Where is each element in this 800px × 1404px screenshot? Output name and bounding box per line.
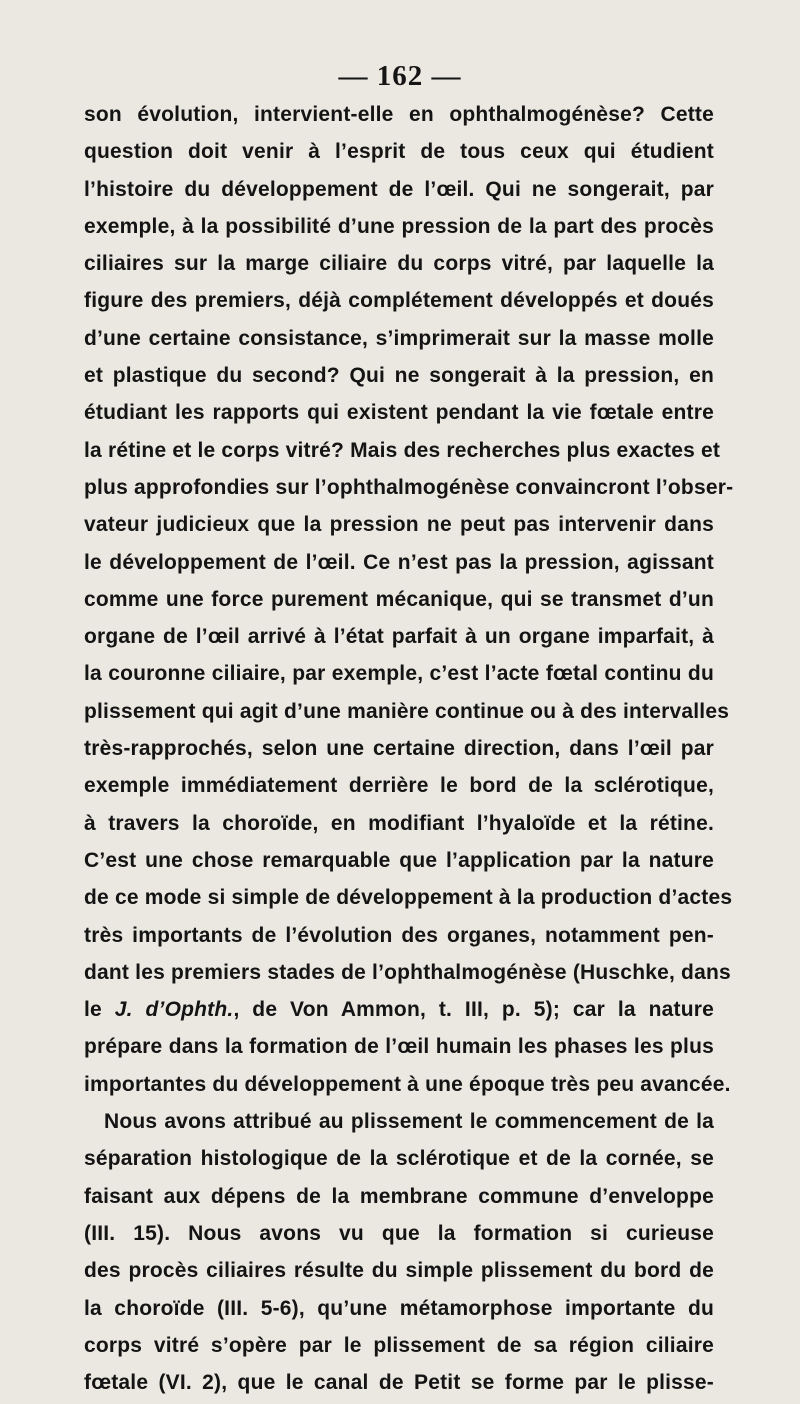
text-line [84, 730, 714, 767]
text-line [84, 1140, 714, 1177]
body-text [84, 96, 734, 1401]
text-segment: séparation histologique de la sclérotique et de la cornée, se [84, 1147, 714, 1171]
text-line [84, 655, 714, 692]
text-segment: étudiant les rapports qui existent pendant la vie fœtale entre [84, 401, 714, 425]
text-line [84, 767, 714, 804]
text-segment: ciliaires sur la marge ciliaire du corps vitré, par laquelle la [84, 252, 714, 276]
text-line [84, 133, 714, 170]
text-segment: l’histoire du développement de l’œil. Qui ne songerait, par [84, 177, 714, 201]
text-segment: question doit venir à l’esprit de tous ceux qui étudient [84, 140, 714, 164]
text-line [84, 282, 714, 319]
text-line [84, 1290, 714, 1327]
text-segment: la choroïde (III. 5-6), qu’une métamorphose importante du [84, 1296, 714, 1320]
text-segment: des procès ciliaires résulte du simple plissement du bord de [84, 1259, 714, 1283]
text-segment: vateur judicieux que la pression ne peut pas intervenir dans [84, 513, 714, 537]
text-segment: exemple, à la possibilité d’une pression de la part des procès [84, 214, 714, 238]
text-segment: comme une force purement mécanique, qui se transmet d’un [84, 587, 714, 611]
text-segment: (III. 15). Nous avons vu que la formation si curieuse [84, 1221, 714, 1245]
text-line [84, 506, 714, 543]
text-segment: dant les premiers stades de l’ophthalmogénèse (Huschke, dans [84, 960, 731, 984]
text-line [84, 208, 714, 245]
text-segment: la rétine et le corps vitré? Mais des recherches plus exactes et [84, 438, 721, 462]
text-line [84, 618, 714, 655]
italic-citation: J. d’Ophth. [114, 998, 234, 1022]
text-segment: très importants de l’évolution des organes, notamment pen- [84, 923, 714, 947]
text-line [84, 1103, 714, 1140]
text-line [84, 469, 734, 506]
text-segment: Nous avons attribué au plissement le commencement de la [104, 1110, 714, 1134]
text-line [84, 954, 731, 991]
text-line [84, 320, 714, 357]
text-line [84, 842, 714, 879]
text-segment: fœtale (VI. 2), que le canal de Petit se forme par le plisse- [84, 1371, 714, 1395]
text-line [84, 1215, 714, 1252]
text-segment: exemple immédiatement derrière le bord de la sclérotique, [84, 774, 714, 798]
text-line [84, 1028, 714, 1065]
text-line [84, 1066, 731, 1103]
text-segment: la couronne ciliaire, par exemple, c’est l’acte fœtal continu du [84, 662, 714, 686]
text-line [84, 991, 714, 1028]
text-segment: C’est une chose remarquable que l’application par la nature [84, 848, 714, 872]
text-segment: prépare dans la formation de l’œil humain les phases les plus [84, 1035, 714, 1059]
text-line [84, 1252, 714, 1289]
text-segment: très-rapprochés, selon une certaine direction, dans l’œil par [84, 737, 714, 761]
text-line [84, 394, 714, 431]
text-line [84, 357, 714, 394]
text-line [84, 581, 714, 618]
text-line [84, 544, 714, 581]
text-segment: faisant aux dépens de la membrane commune d’enveloppe [84, 1184, 714, 1208]
text-segment: de ce mode si simple de développement à la production d’actes [84, 886, 733, 910]
text-segment: plus approfondies sur l’ophthalmogénèse convaincront l’obser- [84, 475, 734, 499]
text-line [84, 96, 714, 133]
text-segment: à travers la choroïde, en modifiant l’hyaloïde et la rétine. [84, 811, 714, 835]
text-line [84, 805, 714, 842]
text-segment: plissement qui agit d’une manière continue ou à des intervalles [84, 699, 730, 723]
page-number: — 162 — [338, 60, 462, 92]
text-segment: figure des premiers, déjà complétement développés et doués [84, 289, 714, 313]
text-line [84, 1327, 714, 1364]
text-line [84, 1364, 714, 1401]
text-segment: , de Von Ammon, t. III, p. 5); car la nature [233, 998, 715, 1022]
text-line [84, 432, 721, 469]
text-line [84, 693, 730, 730]
text-segment: organe de l’œil arrivé à l’état parfait à un organe imparfait, à [84, 625, 714, 649]
text-segment: corps vitré s’opère par le plissement de sa région ciliaire [84, 1333, 714, 1357]
text-segment: son évolution, intervient-elle en ophthalmogénèse? Cette [84, 103, 714, 126]
text-line [84, 171, 714, 208]
text-segment: d’une certaine consistance, s’imprimerait sur la masse molle [84, 326, 714, 350]
text-segment: le développement de l’œil. Ce n’est pas la pression, agissant [84, 550, 714, 574]
text-segment: et plastique du second? Qui ne songerait à la pression, en [84, 364, 714, 388]
text-line [84, 879, 733, 916]
text-segment: le [84, 998, 115, 1022]
text-line [84, 1178, 714, 1215]
text-line [84, 245, 714, 282]
text-line [84, 917, 714, 954]
text-segment: importantes du développement à une époque très peu avancée. [84, 1072, 731, 1096]
